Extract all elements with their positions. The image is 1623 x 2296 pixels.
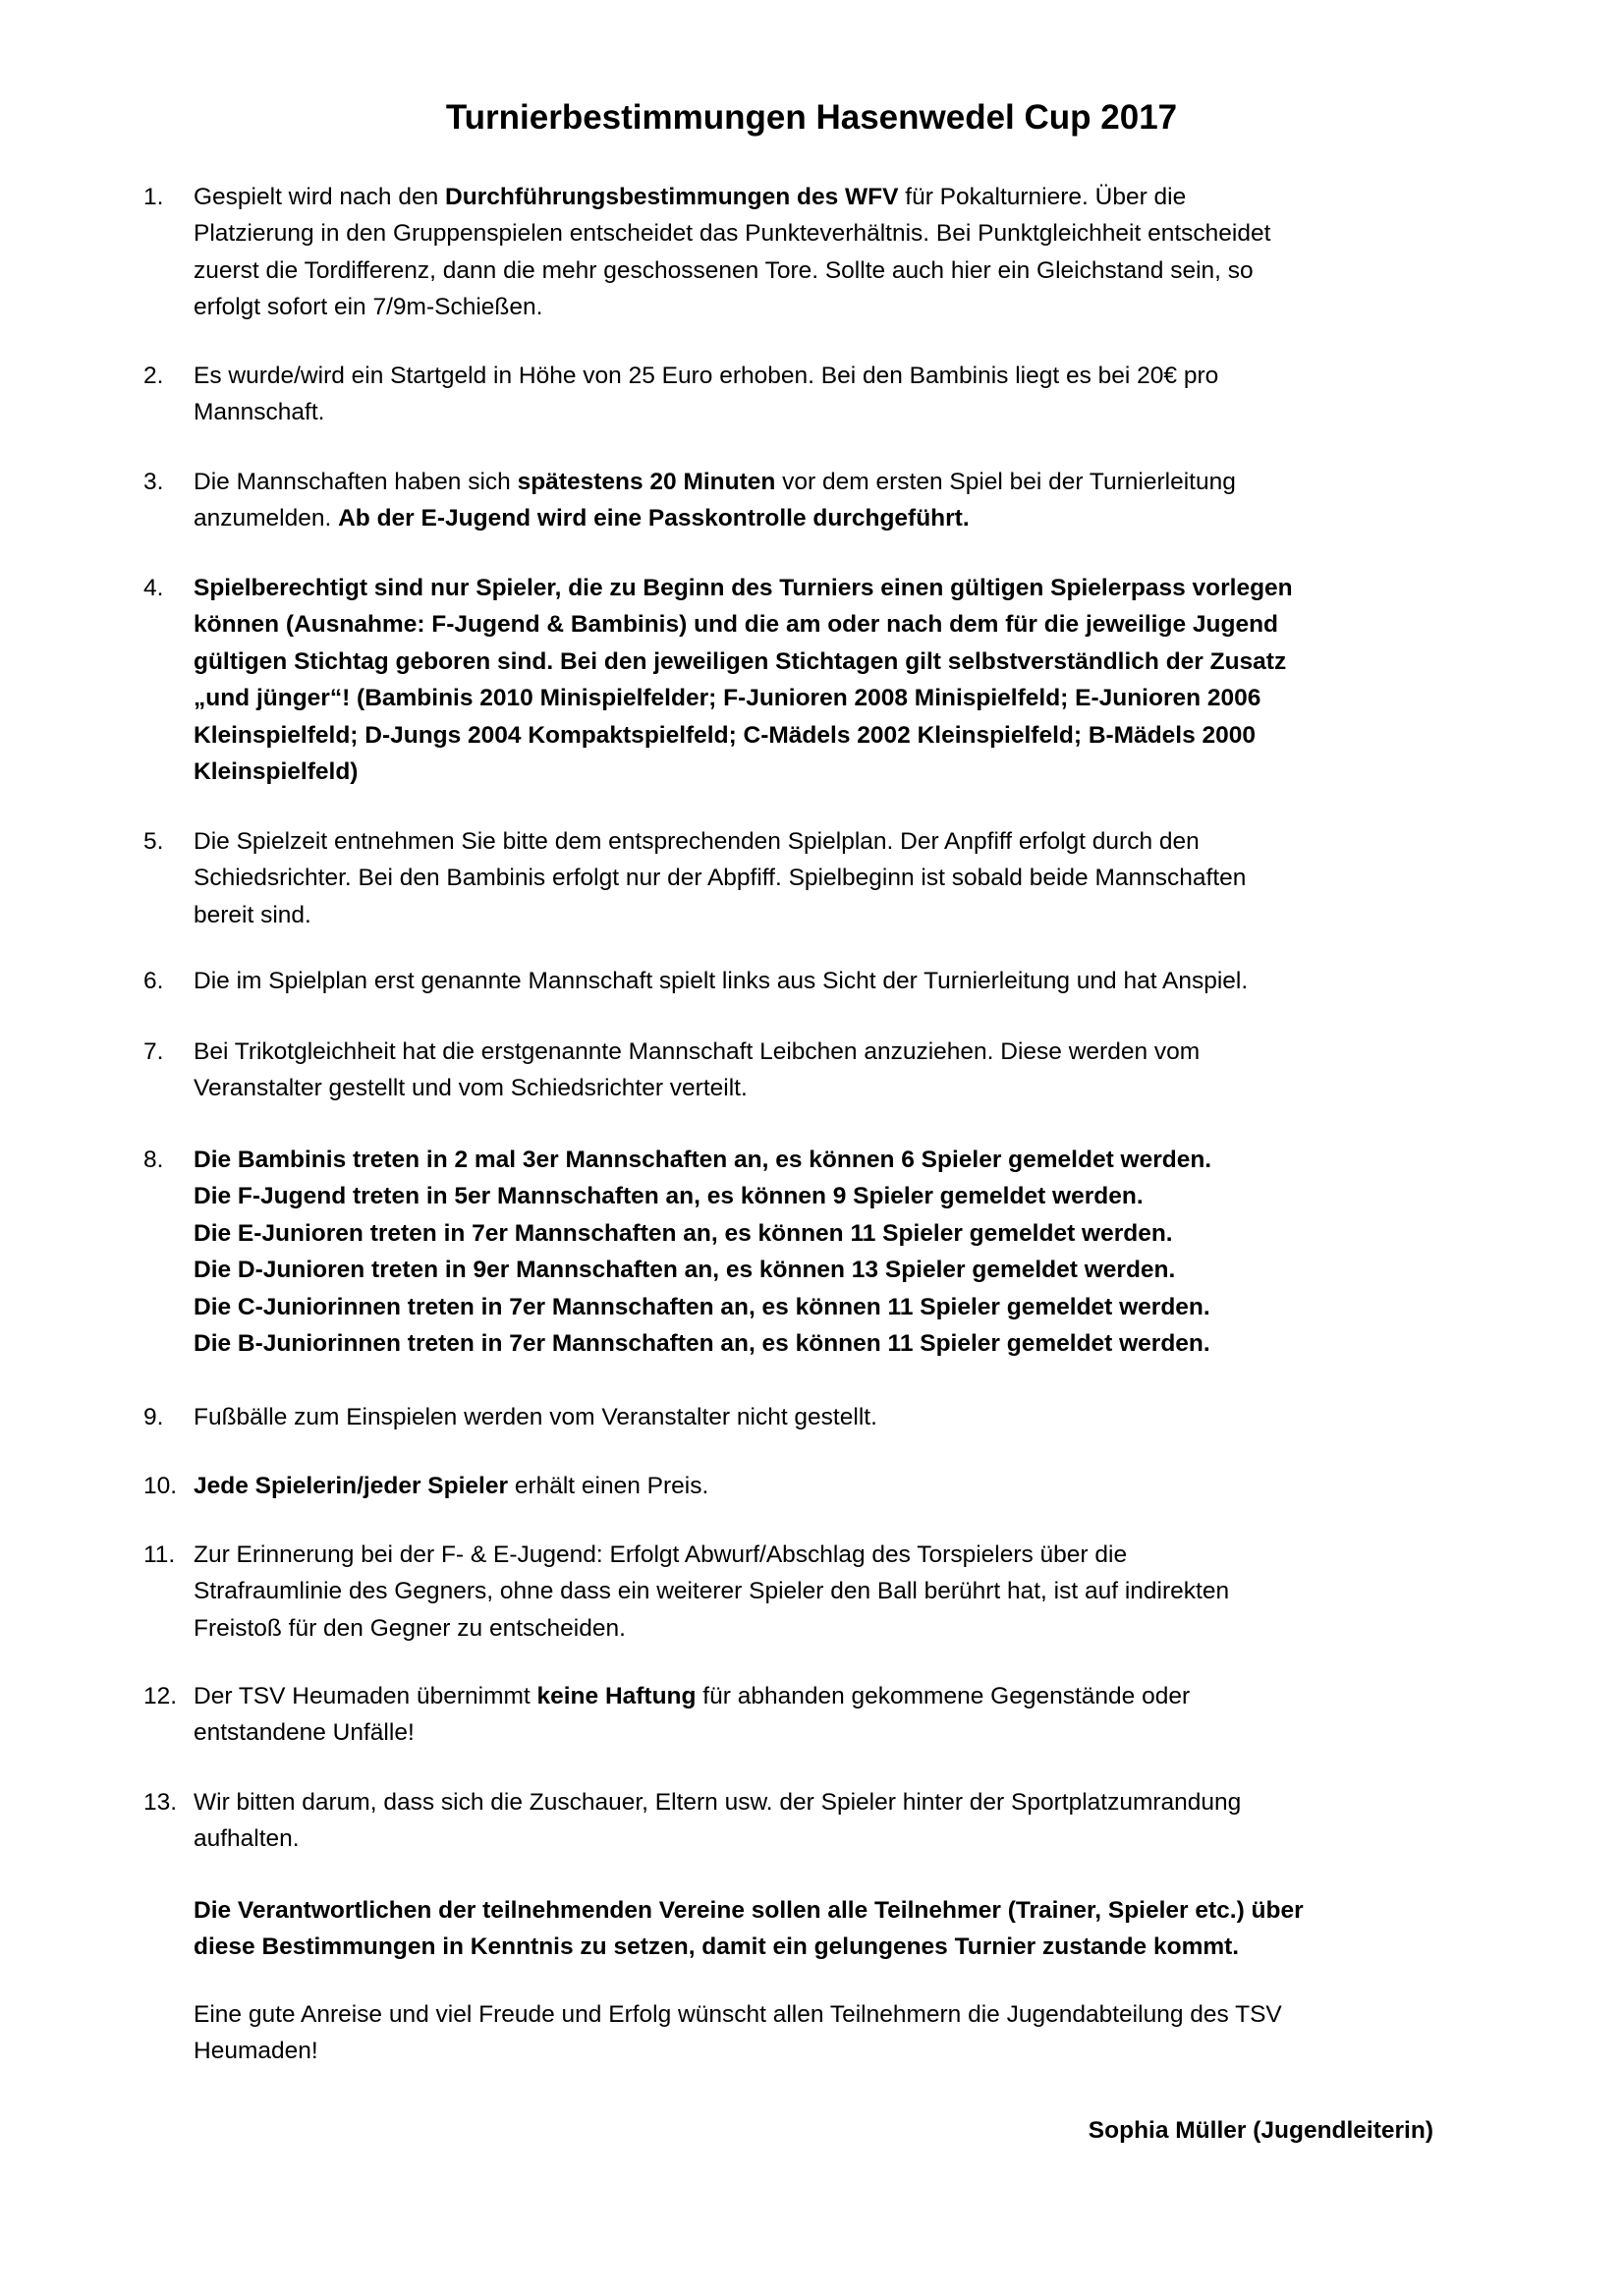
text-line: [194, 1325, 1441, 1362]
rule-number: 9.: [143, 1404, 164, 1430]
text-run: Veranstalter gestellt und vom Schiedsrichter verteilt.: [194, 1075, 748, 1102]
rule-text: [194, 358, 1441, 431]
text-line: [194, 1714, 1441, 1751]
text-run: Fußbälle zum Einspielen werden vom Veranstalter nicht gestellt.: [194, 1404, 877, 1430]
text-run: bereit sind.: [194, 901, 311, 928]
text-line: [194, 1610, 1441, 1647]
text-line: [194, 754, 1441, 790]
bold-text: Durchführungsbestimmungen des WFV: [445, 184, 899, 210]
text-run: Wir bitten darum, dass sich die Zuschauer, Eltern usw. der Spieler hinter der Sportplatzumrandung: [194, 1789, 1242, 1816]
text-run: für Pokalturniere. Über die: [898, 184, 1187, 210]
text-line: [194, 1289, 1441, 1325]
text-line: [194, 897, 1441, 933]
text-run: Platzierung in den Gruppenspielen entscheidet das Punkteverhältnis. Bei Punktgleichheit entscheidet: [194, 220, 1271, 248]
rule-number: 10.: [143, 1473, 178, 1499]
text-line: [194, 1142, 1441, 1178]
text-run: aufhalten.: [194, 1825, 300, 1853]
text-line: [194, 464, 1441, 500]
bold-text: können (Ausnahme: F-Jugend & Bambinis) und die am oder nach dem für die jeweilige Jugend: [194, 611, 1278, 639]
rule-number: 1.: [143, 184, 164, 210]
text-run: Eine gute Anreise und viel Freude und Erfolg wünscht allen Teilnehmern die Jugendabteilung des TSV: [194, 2001, 1282, 2028]
text-run: erfolgt sofort ein 7/9m-Schießen.: [194, 294, 543, 321]
text-run: Die Spielzeit entnehmen Sie bitte dem entsprechenden Spielplan. Der Anpfiff erfolgt durch den: [194, 828, 1200, 855]
rule-number: 6.: [143, 968, 164, 994]
bold-text: diese Bestimmungen in Kenntnis zu setzen, damit ein gelungenes Turnier zustande kommt.: [194, 1933, 1240, 1961]
bold-text: Ab der E-Jugend wird eine Passkontrolle durchgeführt.: [338, 505, 970, 532]
rule-text: [194, 1892, 1441, 1966]
rule-text: [194, 1468, 1441, 1504]
bold-text: keine Haftung: [536, 1683, 697, 1709]
text-line: [194, 1929, 1441, 1965]
text-line: [194, 1252, 1441, 1288]
text-line: [194, 289, 1441, 325]
rule-text: [194, 963, 1441, 999]
text-run: Es wurde/wird ein Startgeld in Höhe von 25 Euro erhoben. Bei den Bambinis liegt es bei 20€ pro: [194, 363, 1219, 389]
text-line: [194, 1573, 1441, 1609]
text-line: [194, 1784, 1441, 1820]
bold-text: Die Verantwortlichen der teilnehmenden Vereine sollen alle Teilnehmer (Trainer, Spieler etc.) über: [194, 1897, 1304, 1924]
text-line: [194, 252, 1441, 289]
text-line: [194, 215, 1441, 252]
rule-text: [194, 570, 1441, 790]
document-title: Turnierbestimmungen Hasenwedel Cup 2017: [445, 98, 1178, 137]
rule-text: [194, 1784, 1441, 1858]
text-line: [194, 1034, 1441, 1070]
text-run: anzumelden.: [194, 505, 339, 532]
text-run: Gespielt wird nach den: [194, 184, 446, 210]
text-run: zuerst die Tordifferenz, dann die mehr geschossenen Tore. Sollte auch hier ein Gleichstand sein, so: [194, 256, 1254, 284]
bold-text: Die C-Juniorinnen treten in 7er Mannschaften an, es können 11 Spieler gemeldet werden.: [194, 1293, 1210, 1320]
text-line: [194, 1070, 1441, 1106]
bold-text: Kleinspielfeld; D-Jungs 2004 Kompaktspielfeld; C-Mädels 2002 Kleinspielfeld; B-Mädels 2000: [194, 721, 1257, 749]
rule-text: [194, 179, 1441, 326]
rule-text: [194, 1996, 1441, 2070]
rule-text: [194, 1142, 1441, 1362]
rule-number: 11.: [143, 1541, 176, 1568]
rule-text: [194, 823, 1441, 933]
rule-number: 13.: [143, 1789, 178, 1816]
text-line: [194, 1892, 1441, 1929]
bold-text: Die E-Junioren treten in 7er Mannschaften an, es können 11 Spieler gemeldet werden.: [194, 1219, 1173, 1247]
rule-number: 12.: [143, 1683, 178, 1709]
rule-number: 7.: [143, 1038, 164, 1065]
text-run: Freistoß für den Gegner zu entscheiden.: [194, 1614, 626, 1642]
text-run: Mannschaft.: [194, 399, 325, 426]
rule-text: [194, 464, 1441, 537]
rule-text: [194, 1034, 1441, 1107]
rule-number: 3.: [143, 469, 164, 495]
text-line: [194, 1537, 1441, 1573]
text-line: [194, 500, 1441, 536]
text-line: [194, 606, 1441, 643]
bold-text: Jede Spielerin/jeder Spieler: [194, 1473, 509, 1499]
text-line: [194, 570, 1441, 606]
text-line: [194, 179, 1441, 215]
text-run: entstandene Unfälle!: [194, 1719, 415, 1747]
text-line: [194, 358, 1441, 394]
bold-text: Spielberechtigt sind nur Spieler, die zu Beginn des Turniers einen gültigen Spielerpass vorlegen: [194, 575, 1293, 601]
text-line: [194, 963, 1441, 999]
text-run: Die im Spielplan erst genannte Mannschaft spielt links aus Sicht der Turnierleitung und hat Anspiel.: [194, 968, 1249, 994]
text-line: [194, 644, 1441, 680]
bold-text: Kleinspielfeld): [194, 758, 359, 786]
text-line: [194, 394, 1441, 430]
signature: Sophia Müller (Jugendleiterin): [1088, 2117, 1433, 2144]
bold-text: spätestens 20 Minuten: [517, 469, 776, 495]
bold-text: „und jünger“! (Bambinis 2010 Minispielfelder; F-Junioren 2008 Minispielfeld; E-Junioren 2006: [194, 685, 1261, 712]
text-line: [194, 1996, 1441, 2033]
text-run: Strafraumlinie des Gegners, ohne dass ein weiterer Spieler den Ball berührt hat, ist auf indirekten: [194, 1578, 1230, 1605]
rule-text: [194, 1537, 1441, 1647]
text-line: [194, 823, 1441, 860]
bold-text: Die B-Juniorinnen treten in 7er Mannschaften an, es können 11 Spieler gemeldet werden.: [194, 1330, 1210, 1358]
text-line: [194, 2033, 1441, 2069]
text-line: [194, 1678, 1441, 1714]
text-line: [194, 1399, 1441, 1435]
rule-number: 4.: [143, 575, 164, 601]
text-line: [194, 680, 1441, 716]
rule-number: 5.: [143, 828, 164, 855]
text-line: [194, 1178, 1441, 1214]
bold-text: Die D-Junioren treten in 9er Mannschaften an, es können 13 Spieler gemeldet werden.: [194, 1257, 1176, 1284]
text-run: Bei Trikotgleichheit hat die erstgenannte Mannschaft Leibchen anzuziehen. Diese werden vom: [194, 1038, 1201, 1065]
text-run: Die Mannschaften haben sich: [194, 469, 518, 495]
text-run: Schiedsrichter. Bei den Bambinis erfolgt nur der Abpfiff. Spielbeginn ist sobald beide Mannschaften: [194, 865, 1247, 892]
rule-number: 2.: [143, 363, 164, 389]
rule-number: 8.: [143, 1147, 164, 1173]
bold-text: gültigen Stichtag geboren sind. Bei den jeweiligen Stichtagen gilt selbstverständlich der Zusatz: [194, 647, 1287, 675]
text-run: erhält einen Preis.: [508, 1473, 709, 1499]
text-line: [194, 1820, 1441, 1857]
rule-text: [194, 1399, 1441, 1435]
text-line: [194, 1215, 1441, 1252]
rule-text: [194, 1678, 1441, 1752]
text-run: Zur Erinnerung bei der F- & E-Jugend: Erfolgt Abwurf/Abschlag des Torspielers über die: [194, 1541, 1128, 1568]
text-run: vor dem ersten Spiel bei der Turnierleitung: [775, 469, 1236, 495]
text-run: Der TSV Heumaden übernimmt: [194, 1683, 537, 1709]
text-run: für abhanden gekommene Gegenstände oder: [696, 1683, 1191, 1709]
bold-text: Die Bambinis treten in 2 mal 3er Mannschaften an, es können 6 Spieler gemeldet werden.: [194, 1147, 1212, 1173]
text-line: [194, 860, 1441, 896]
text-line: [194, 717, 1441, 754]
text-run: Heumaden!: [194, 2038, 318, 2065]
text-line: [194, 1468, 1441, 1504]
bold-text: Die F-Jugend treten in 5er Mannschaften an, es können 9 Spieler gemeldet werden.: [194, 1183, 1144, 1210]
